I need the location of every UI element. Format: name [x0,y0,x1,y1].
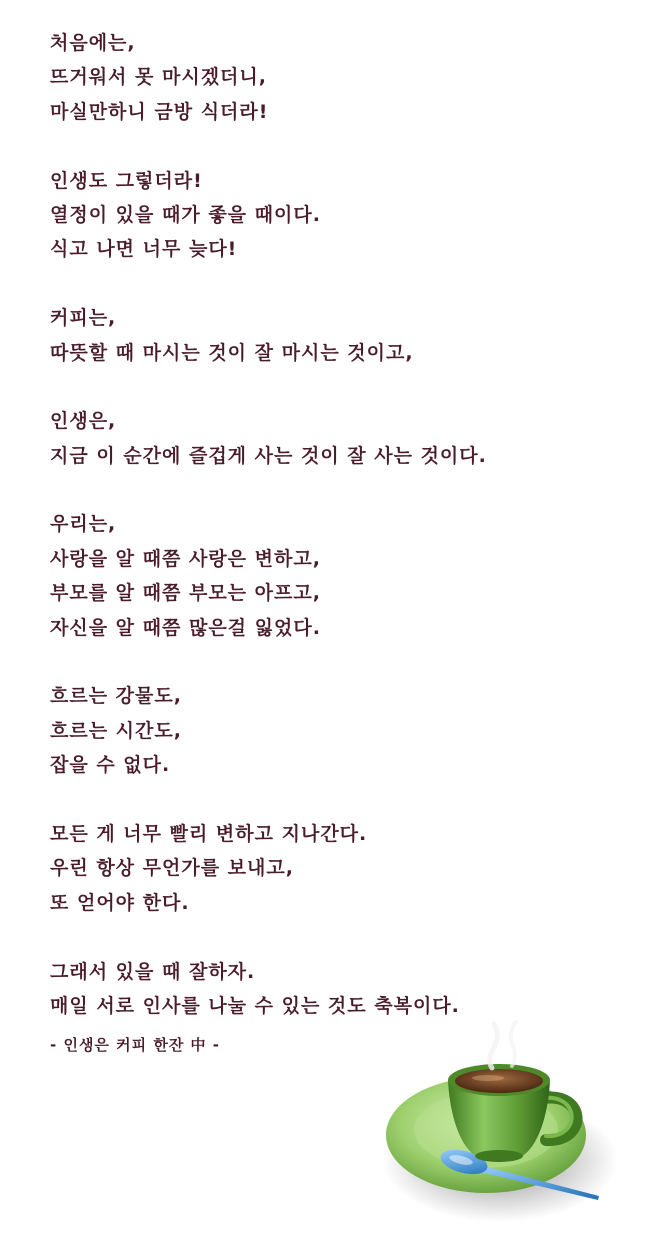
poem-line: 잡을 수 없다. [50,754,171,777]
poem-line: 그래서 있을 때 잘하자. [50,960,256,983]
stanza-gap [50,129,620,163]
poem-signature: - 인생은 커피 한잔 中 - [50,1036,220,1054]
poem-line: 매일 서로 인사를 나눌 수 있는 것도 축복이다. [50,994,460,1017]
poem-line: 흐르는 강물도, [50,685,182,708]
poem-line: 우린 항상 무언가를 보내고, [50,857,294,880]
stanza-gap [50,473,620,507]
poem-line: 모든 게 너무 빨리 변하고 지나간다. [50,822,368,845]
poem-line: 인생도 그렇더라! [50,169,203,192]
poem-line: 우리는, [50,513,117,536]
coffee-cup-icon [376,1010,638,1236]
stanza-gap [50,783,620,817]
poem-line: 뜨거워서 못 마시겠더니, [50,66,267,89]
poem-line: 또 얻어야 한다. [50,891,190,914]
poem-line: 부모를 알 때쯤 부모는 아프고, [50,582,321,605]
poem-line: 인생은, [50,410,117,433]
poem-line: 지금 이 순간에 즐겁게 사는 것이 잘 사는 것이다. [50,444,487,467]
stanza-gap [50,645,620,679]
poem-line: 자신을 알 때쯤 많은걸 잃었다. [50,616,321,639]
poem-line: 식고 나면 너무 늦다! [50,238,238,261]
stanza-gap [50,370,620,404]
stanza-gap [50,920,620,954]
poem-line: 처음에는, [50,32,136,54]
poem-line: 커피는, [50,307,117,330]
poem-line: 사랑을 알 때쯤 사랑은 변하고, [50,547,321,570]
poem-line: 흐르는 시간도, [50,719,182,742]
poem-line: 마실만하니 금방 식더라! [50,100,269,123]
poem-line: 따뜻할 때 마시는 것이 잘 마시는 것이고, [50,341,414,364]
poem [50,26,620,1023]
poem-line: 열정이 있을 때가 좋을 때이다. [50,203,321,226]
stanza-gap [50,267,620,301]
